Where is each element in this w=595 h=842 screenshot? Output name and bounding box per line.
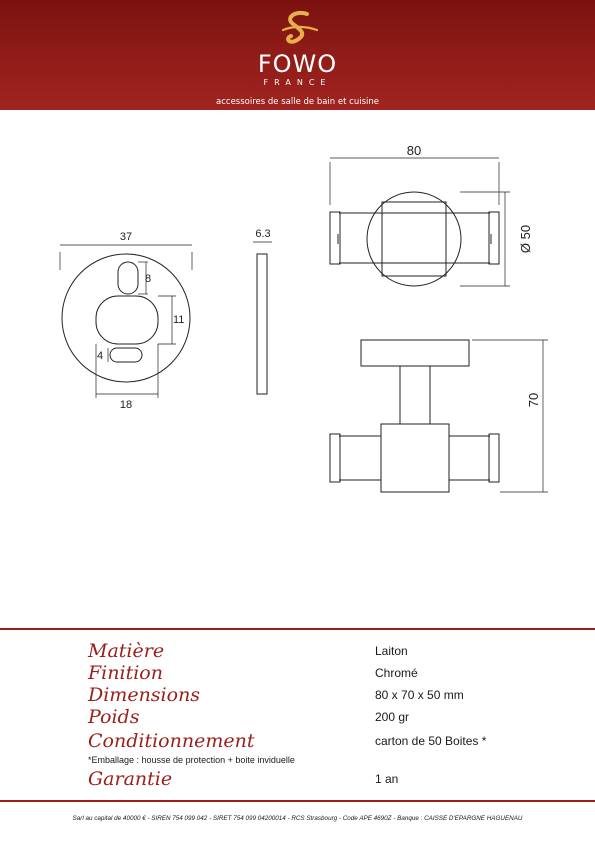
- spec-value: carton de 50 Boites *: [375, 734, 487, 748]
- spec-label: Garantie: [88, 768, 173, 790]
- spec-row-dimensions: [88, 684, 558, 706]
- spec-value: 200 gr: [375, 710, 410, 724]
- spec-value: Laiton: [375, 644, 408, 658]
- depth-label: 70: [526, 392, 541, 408]
- packaging-note: *Emballage : housse de protection + boite inviduelle: [88, 755, 295, 765]
- spec-row-packaging: [88, 730, 558, 752]
- spec-row-finish: [88, 662, 558, 684]
- width-label: 80: [406, 143, 422, 158]
- brand-tagline: accessoires de salle de bain et cuisine: [216, 97, 379, 107]
- hook-side-view: [330, 340, 499, 492]
- mounting-plate-front: [62, 254, 190, 382]
- diameter-label: Ø 50: [518, 224, 533, 254]
- opening-height-label: 11: [173, 314, 185, 326]
- header-banner: [0, 0, 595, 110]
- spec-value: 80 x 70 x 50 mm: [375, 688, 464, 702]
- spec-row-material: [88, 640, 558, 662]
- spec-label: Conditionnement: [88, 730, 255, 752]
- brand-subtitle: FRANCE: [263, 78, 332, 87]
- logo-icon: [277, 8, 321, 52]
- spec-value: 1 an: [375, 772, 399, 786]
- spec-label: Dimensions: [88, 684, 201, 706]
- plate-thickness-label: 6.3: [255, 228, 271, 240]
- hook-front-view: [330, 192, 499, 286]
- company-footer: Sarl au capital de 40000 € - SIREN 754 099 042 - SIRET 754 099 04200014 - RCS Strasbourg - Code APE 4690Z - Banque : CAISSE D'EPARGNE HAGUENAU: [72, 815, 523, 822]
- spec-label: Finition: [88, 662, 163, 684]
- spec-label: Matière: [88, 640, 165, 662]
- divider-bottom: [0, 800, 595, 802]
- spec-row-warranty: [88, 768, 558, 790]
- divider-top: [0, 628, 595, 630]
- lower-slot-label: 4: [97, 350, 104, 362]
- spec-label: Poids: [88, 706, 140, 728]
- technical-drawing: [0, 110, 595, 620]
- mounting-plate-side: [253, 242, 272, 394]
- spec-value: Chromé: [375, 666, 418, 680]
- plate-diameter-label: 37: [119, 231, 133, 243]
- slot-height-label: 8: [145, 273, 152, 285]
- opening-width-label: 18: [119, 399, 133, 411]
- brand-name: FOWO: [257, 50, 338, 78]
- spec-row-weight: [88, 706, 558, 728]
